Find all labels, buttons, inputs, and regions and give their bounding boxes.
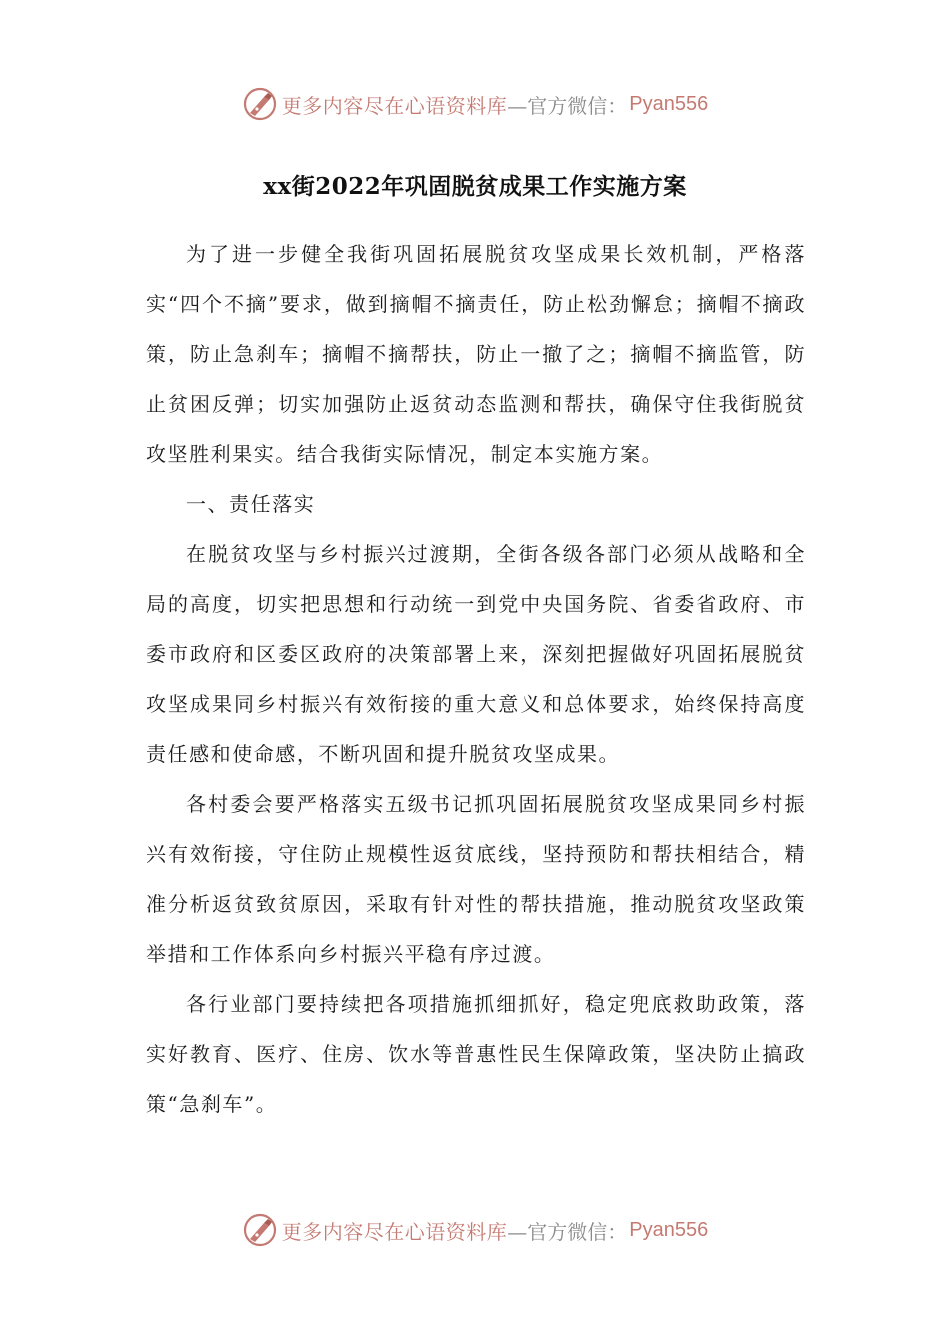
section-heading: 一、责任落实 — [186, 492, 316, 516]
banner-library-text: 更多内容尽在心语资料库 — [281, 93, 508, 118]
paragraph: 各村委会要严格落实五级书记抓巩固拓展脱贫攻坚成果同乡村振兴有效衔接，守住防止规模性返贫底线，坚持预防和帮扶相结合，精准分析返贫致贫原因，采取有针对性的帮扶措施，推动脱贫攻坚政策举措和工作体系向乡村振兴平稳有序过渡。 — [146, 792, 806, 966]
banner-wechat-id: Pyan556 — [629, 1218, 709, 1241]
pen-nib-logo-icon — [242, 1212, 278, 1248]
pen-nib-logo-icon — [242, 86, 278, 122]
banner-wechat-label: —官方微信： — [507, 93, 628, 118]
paragraph: 在脱贫攻坚与乡村振兴过渡期，全街各级各部门必须从战略和全局的高度，切实把思想和行动统一到党中央国务院、省委省政府、市委市政府和区委区政府的决策部署上来，深刻把握做好巩固拓展脱贫攻坚成果同乡村振兴有效衔接的重大意义和总体要求，始终保持高度责任感和使命感，不断巩固和提升脱贫攻坚成果。 — [146, 542, 806, 766]
paragraph: 各行业部门要持续把各项措施抓细抓好，稳定兜底救助政策，落实好教育、医疗、住房、饮水等普惠性民生保障政策，坚决防止搞政策“急刹车”。 — [146, 992, 806, 1116]
paragraph-intro: 为了进一步健全我街巩固拓展脱贫攻坚成果长效机制，严格落实“四个不摘”要求，做到摘帽不摘责任，防止松劲懈怠；摘帽不摘政策，防止急刹车；摘帽不摘帮扶，防止一撤了之；摘帽不摘监管，防止贫困反弹；切实加强防止返贫动态监测和帮扶，确保守住我街脱贫攻坚胜利果实。结合我街实际情况，制定本实施方案。 — [146, 242, 806, 466]
banner-wechat-id: Pyan556 — [629, 92, 709, 115]
banner-wechat-label: —官方微信： — [507, 1219, 628, 1244]
document-title: xx街2022年巩固脱贫成果工作实施方案 — [263, 173, 687, 200]
banner-library-text: 更多内容尽在心语资料库 — [281, 1219, 508, 1244]
header-banner — [0, 82, 950, 126]
document-body — [146, 229, 806, 1129]
footer-banner — [0, 1208, 950, 1252]
